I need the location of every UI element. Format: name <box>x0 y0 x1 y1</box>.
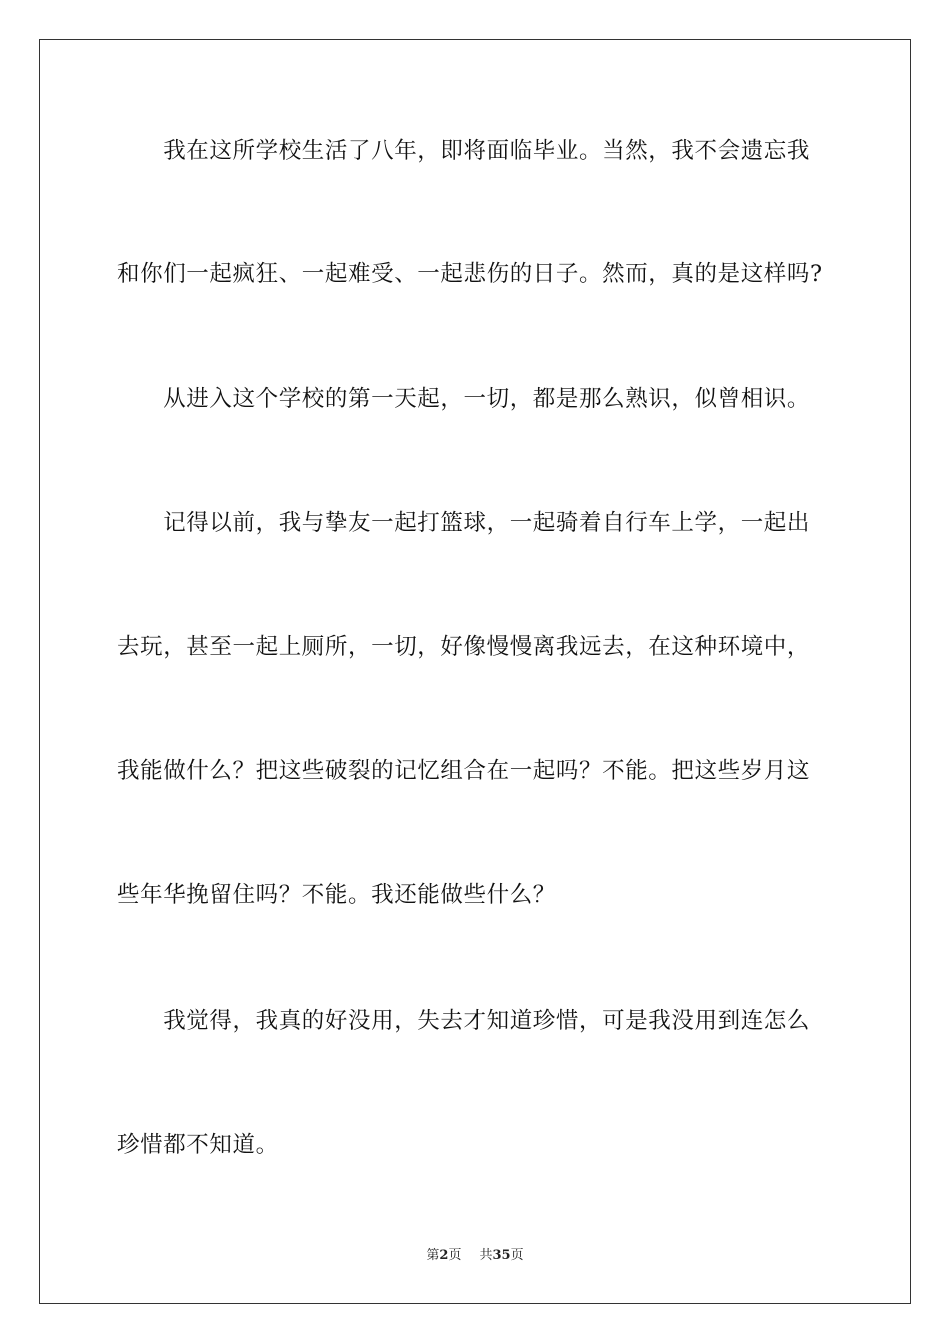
page-prefix: 第 <box>426 1248 440 1263</box>
text-line-4: 记得以前，我与挚友一起打篮球，一起骑着自行车上学，一起出 <box>117 510 811 536</box>
text-line-7: 些年华挽留住吗？不能。我还能做些什么？ <box>117 882 556 908</box>
total-suffix: 页 <box>510 1248 524 1263</box>
text-line-2: 和你们一起疯狂、一起难受、一起悲伤的日子。然而，真的是这样吗? <box>117 261 823 287</box>
total-pages: 35 <box>492 1248 511 1263</box>
text-line-5: 去玩，甚至一起上厕所，一切，好像慢慢离我远去，在这种环境中， <box>117 634 811 660</box>
page-suffix: 页 <box>448 1248 462 1263</box>
page-border <box>39 39 911 1304</box>
text-line-6: 我能做什么？把这些破裂的记忆组合在一起吗？不能。把这些岁月这 <box>117 758 811 784</box>
page-number: 2 <box>439 1248 449 1263</box>
text-line-1: 我在这所学校生活了八年，即将面临毕业。当然，我不会遗忘我 <box>117 138 811 164</box>
text-line-3: 从进入这个学校的第一天起，一切，都是那么熟识，似曾相识。 <box>117 386 811 412</box>
text-line-9: 珍惜都不知道。 <box>117 1132 279 1158</box>
page-footer <box>0 1247 950 1265</box>
total-prefix: 共 <box>479 1248 493 1263</box>
text-line-8: 我觉得，我真的好没用，失去才知道珍惜，可是我没用到连怎么 <box>117 1008 811 1034</box>
